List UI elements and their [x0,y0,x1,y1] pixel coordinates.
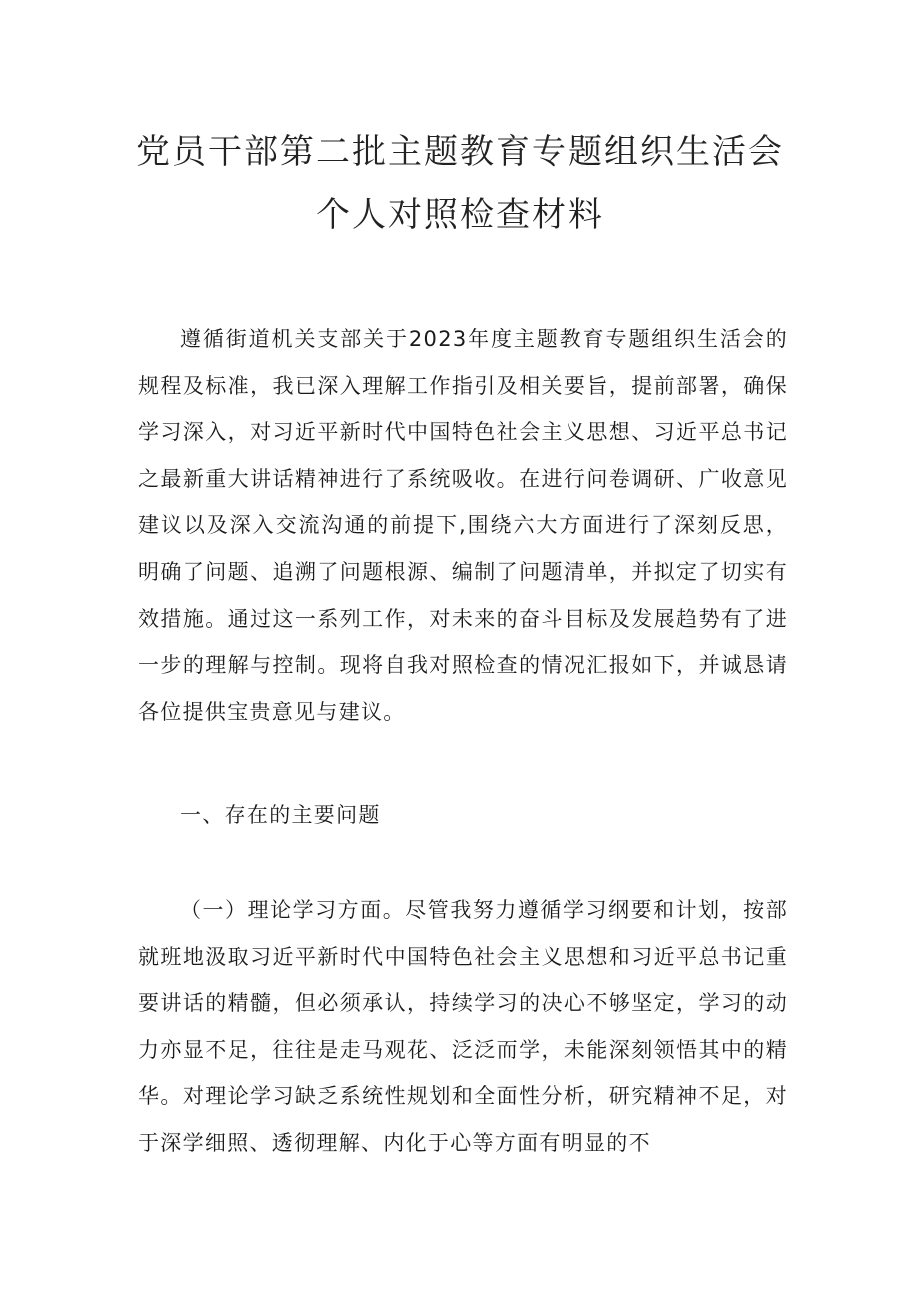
theory-study-paragraph: （一）理论学习方面。尽管我努力遵循学习纲要和计划，按部就班地汲取习近平新时代中国特色社会主义思想和习近平总书记重要讲话的精髓，但必须承认，持续学习的决心不够坚定，学习的动力亦显不足，往往是走马观花、泛泛而学，未能深刻领悟其中的精华。对理论学习缺乏系统性规划和全面性分析，研究精神不足，对于深学细照、透彻理解、内化于心等方面有明显的不 [138,898,788,1155]
document-title-line1: 党员干部第二批主题教育专题组织生活会 [136,132,784,172]
document-title-line2: 个人对照检查材料 [316,195,604,235]
intro-paragraph: 遵循街道机关支部关于2023年度主题教育专题组织生活会的规程及标准，我已深入理解工作指引及相关要旨，提前部署，确保学习深入，对习近平新时代中国特色社会主义思想、习近平总书记之最新重大讲话精神进行了系统吸收。在进行问卷调研、广收意见建议以及深入交流沟通的前提下,围绕六大方面进行了深刻反思，明确了问题、追溯了问题根源、编制了问题清单，并拟定了切实有效措施。通过这一系列工作，对未来的奋斗目标及发展趋势有了进一步的理解与控制。现将自我对照检查的情况汇报如下，并诚恳请各位提供宝贵意见与建议。 [138,327,788,724]
section-heading: 一、存在的主要问题 [180,803,381,827]
